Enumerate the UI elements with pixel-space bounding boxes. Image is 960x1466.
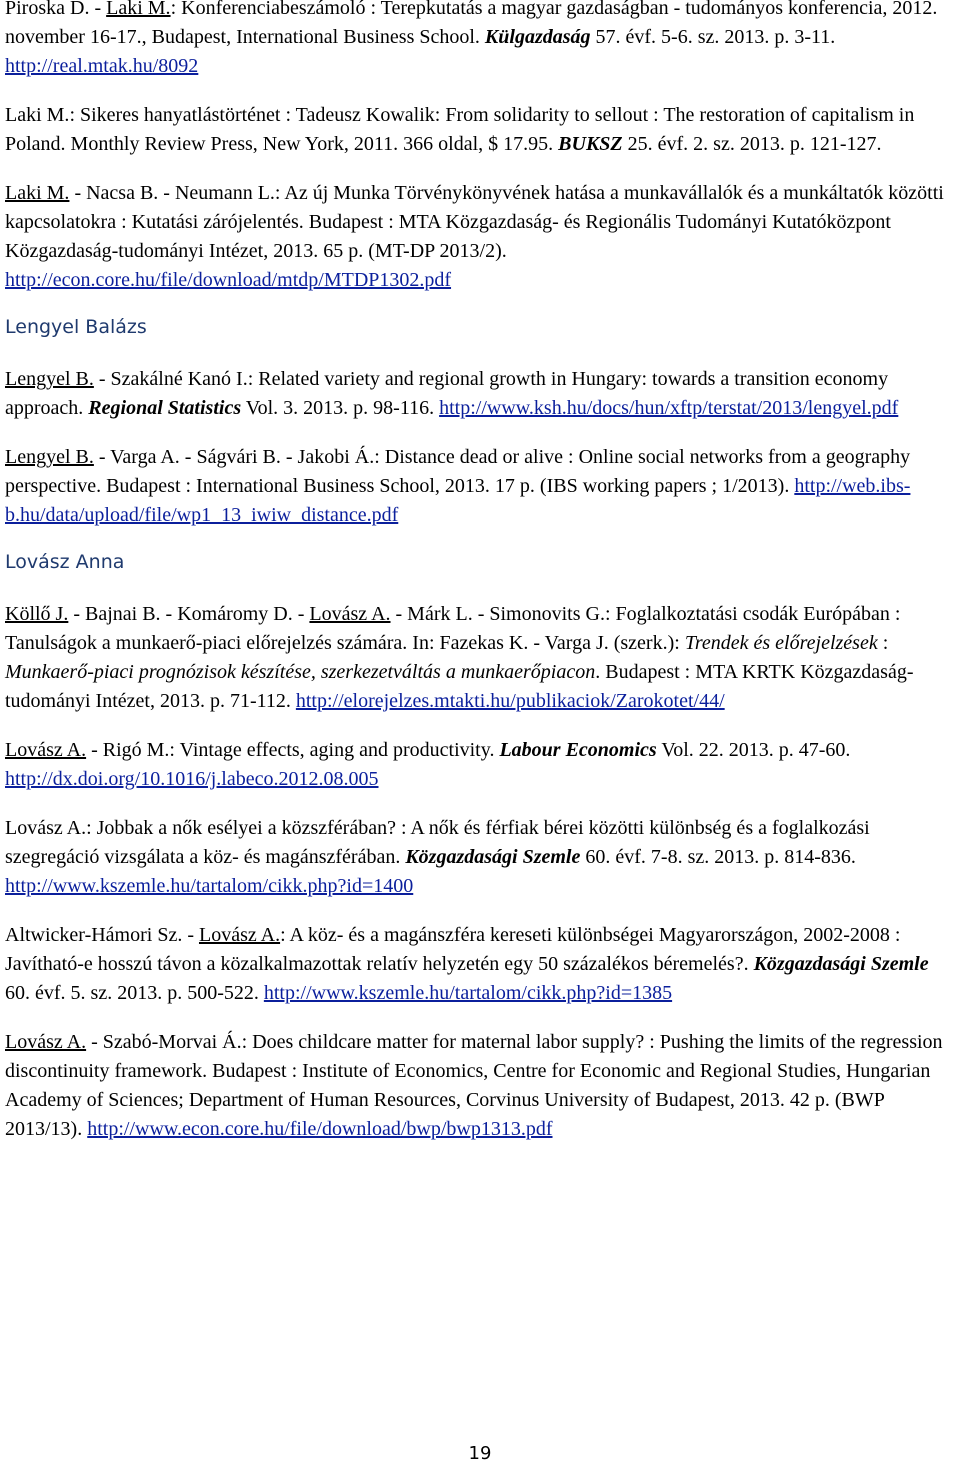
journal-title: Közgazdasági Szemle	[405, 846, 581, 868]
journal-title: Külgazdaság	[484, 26, 591, 48]
citation-url[interactable]: http://dx.doi.org/10.1016/j.labeco.2012.08.005	[5, 768, 379, 790]
author-link[interactable]: Lovász A.	[309, 603, 391, 625]
document-page	[5, 0, 953, 1164]
citation-text: - Varga A. - Ságvári B. - Jakobi Á.: Distance dead or alive : Online social networks from a geography perspective. Budapest : International Business School, 2013. 17 p. (IBS working papers ; 1/2013).	[5, 446, 911, 497]
citation-text: Lovász A.: Jobbak a nők esélyei a közszférában? : A nők és férfiak bérei közötti különbség és a foglalkozási szegregáció vizsgálata a köz- és magánszférában.	[5, 817, 870, 868]
citation-text: : Konferenciabeszámoló : Terepkutatás a magyar gazdaságban - tudományos konferencia, 2012. november 16-17., Budapest, International Business School.	[5, 0, 938, 48]
citation-entry	[5, 101, 953, 159]
page-number: 19	[468, 1443, 492, 1464]
citation-url[interactable]: http://econ.core.hu/file/download/mtdp/MTDP1302.pdf	[5, 269, 452, 291]
book-subtitle: Munkaerő-piaci prognózisok készítése, szerkezetváltás a munkaerőpiacon	[5, 661, 596, 683]
citation-entry	[5, 921, 953, 1008]
citation-entry	[5, 814, 953, 901]
author: Laki M.	[5, 104, 70, 126]
citation-text: - Márk L. - Simonovits G.: Foglalkoztatási csodák Európában : Tanulságok a munkaerő-piaci előrejelzés számára. In: Fazekas K. - Varga J. (szerk.):	[5, 603, 901, 654]
citation-entry	[5, 600, 953, 716]
section-heading: Lovász Anna	[5, 551, 125, 573]
author-link[interactable]: Laki M.	[106, 0, 171, 19]
journal-title: Közgazdasági Szemle	[753, 953, 929, 975]
citation-entry	[5, 365, 953, 423]
citation-url[interactable]: http://www.ksh.hu/docs/hun/xftp/terstat/2013/lengyel.pdf	[439, 397, 899, 419]
citation-entry	[5, 443, 953, 530]
citation-text: - Szabó-Morvai Á.: Does childcare matter for maternal labor supply? : Pushing the limits of the regression discontinuity framework. Budapest : Institute of Economics, Centre for Economic and Regional Studies, Hungarian Academy of Sciences; Department of Human Resources, Corvinus University of Budapest, 2013. 42 p. (BWP 2013/13).	[5, 1031, 943, 1140]
citation-url[interactable]: http://www.econ.core.hu/file/download/bwp/bwp1313.pdf	[87, 1118, 553, 1140]
section-heading: Lengyel Balázs	[5, 316, 147, 338]
author-link[interactable]: Laki M.	[5, 182, 70, 204]
citation-tail: 60. évf. 7-8. sz. 2013. p. 814-836.	[580, 846, 856, 868]
citation-tail: 57. évf. 5-6. sz. 2013. p. 3-11.	[590, 26, 836, 48]
citation-url[interactable]: http://web.ibs-b.hu/data/upload/file/wp1_13_iwiw_distance.pdf	[5, 475, 911, 526]
citation-entry	[5, 1028, 953, 1144]
citation-tail: 60. évf. 5. sz. 2013. p. 500-522.	[5, 982, 264, 1004]
citation-url[interactable]: http://www.kszemle.hu/tartalom/cikk.php?id=1400	[5, 875, 414, 897]
author-link[interactable]: Lovász A.	[5, 1031, 87, 1053]
citation-tail: . Budapest : MTA KRTK Közgazdaság-tudományi Intézet, 2013. p. 71-112.	[5, 661, 914, 712]
author-link[interactable]: Lovász A.	[5, 739, 87, 761]
author: Piroska D.	[5, 0, 90, 19]
separator: -	[89, 0, 107, 19]
book-title: Trendek és előrejelzések	[684, 632, 878, 654]
citation-tail: Vol. 3. 2013. p. 98-116.	[241, 397, 440, 419]
citation-url[interactable]: http://elorejelzes.mtakti.hu/publikaciok/Zarokotet/44/	[295, 690, 725, 712]
author-link[interactable]: Lengyel B.	[5, 446, 94, 468]
author-link[interactable]: Lovász A.	[198, 924, 281, 946]
citation-text: : A köz- és a magánszféra kereseti különbségei Magyarországon, 2002-2008 : Javítható-e hosszú távon a közalkalmazottak relatív helyzetén egy 50 százalékos béremelés?.	[5, 924, 901, 975]
journal-title: Regional Statistics	[88, 397, 242, 419]
citation-text: - Szakálné Kanó I.: Related variety and regional growth in Hungary: towards a transition economy approach.	[5, 368, 889, 419]
citation-entry	[5, 0, 953, 81]
citation-url[interactable]: http://real.mtak.hu/8092	[5, 55, 199, 77]
citation-text: - Nacsa B. - Neumann L.: Az új Munka Törvénykönyvének hatása a munkavállalók és a munkáltatók közötti kapcsolatokra : Kutatási zárójelentés. Budapest : MTA Közgazdaság- és Regionális Tudományi Kutatóközpont Közgazdaság-tudományi Intézet, 2013. 65 p. (MT-DP 2013/2).	[5, 182, 944, 262]
citation-text: :	[877, 632, 889, 654]
author: Altwicker-Hámori Sz. -	[5, 924, 199, 946]
citation-tail: Vol. 22. 2013. p. 47-60.	[656, 739, 851, 761]
citation-url[interactable]: http://www.kszemle.hu/tartalom/cikk.php?id=1385	[263, 982, 673, 1004]
journal-title: BUKSZ	[558, 133, 623, 155]
author-link[interactable]: Köllő J.	[5, 603, 69, 625]
journal-title: Labour Economics	[499, 739, 657, 761]
citation-entry	[5, 179, 953, 295]
citation-text: - Rigó M.: Vintage effects, aging and productivity.	[86, 739, 500, 761]
citation-entry	[5, 736, 953, 794]
author-link[interactable]: Lengyel B.	[5, 368, 94, 390]
citation-text: - Bajnai B. - Komáromy D. -	[68, 603, 310, 625]
citation-text: : Sikeres hanyatlástörténet : Tadeusz Kowalik: From solidarity to sellout : The restoration of capitalism in Poland. Monthly Review Press, New York, 2011. 366 oldal, $ 17.95.	[5, 104, 915, 155]
citation-tail: 25. évf. 2. sz. 2013. p. 121-127.	[622, 133, 882, 155]
